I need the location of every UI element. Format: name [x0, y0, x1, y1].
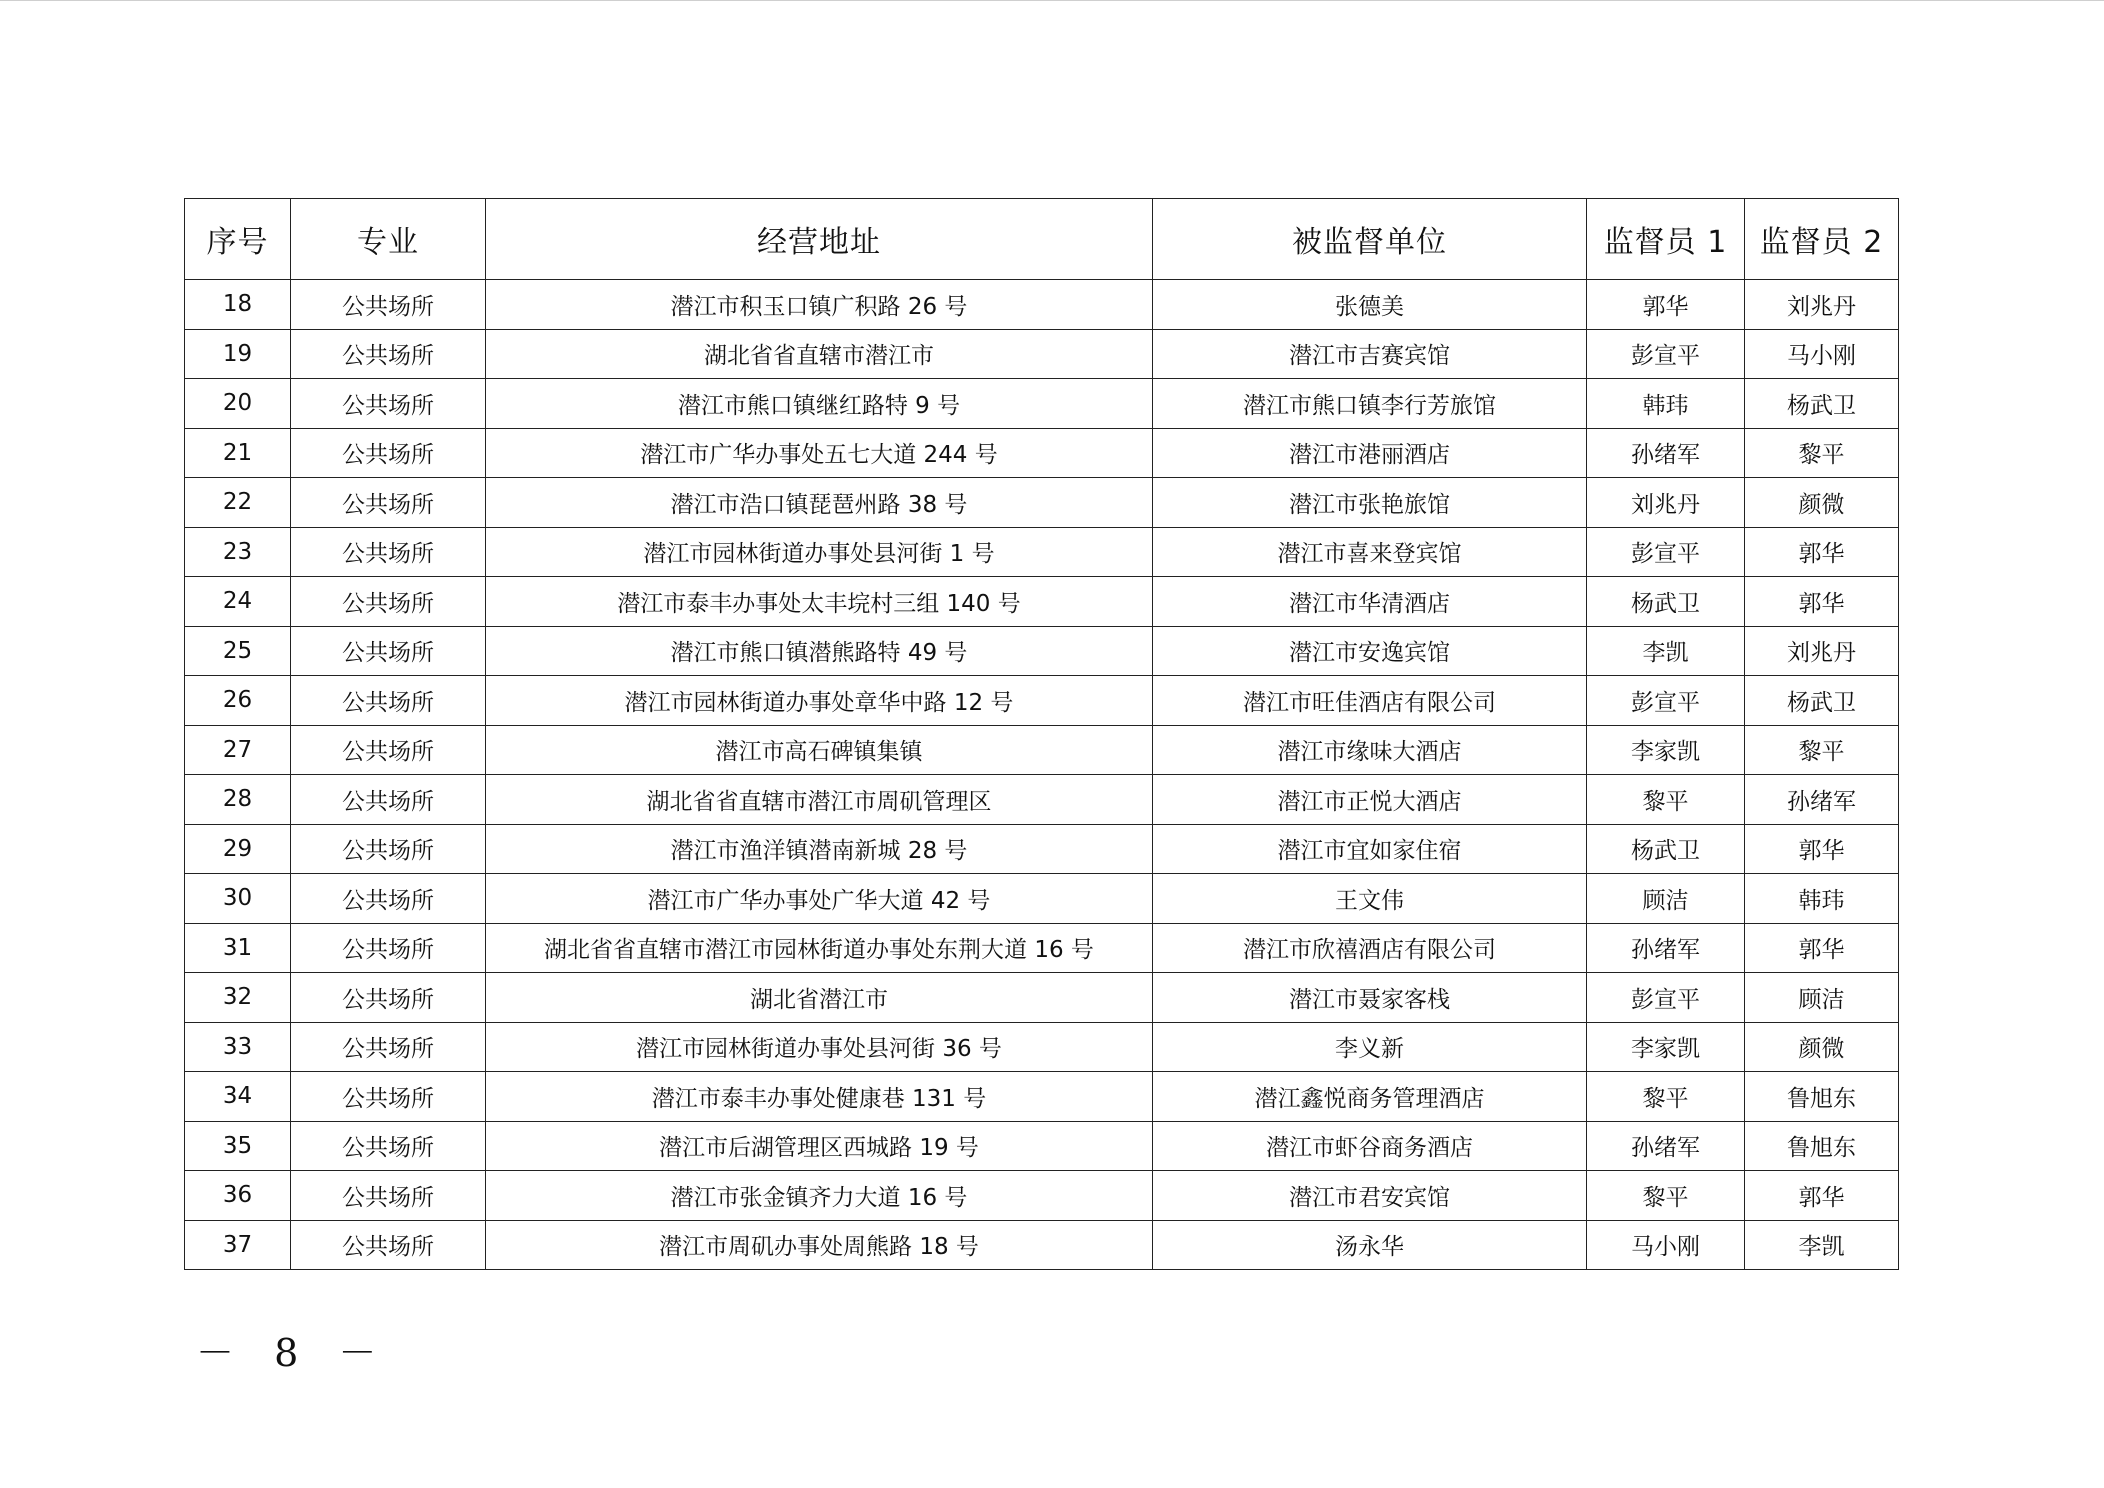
- cell-supervisor-1: 黎平: [1587, 1171, 1745, 1221]
- cell-business-address: 潜江市张金镇齐力大道 16 号: [486, 1171, 1153, 1221]
- cell-supervised-unit: 潜江市喜来登宾馆: [1153, 527, 1587, 577]
- cell-serial-number: 35: [185, 1121, 291, 1171]
- cell-business-address: 湖北省省直辖市潜江市园林街道办事处东荆大道 16 号: [486, 923, 1153, 973]
- cell-business-address: 潜江市周矶办事处周熊路 18 号: [486, 1220, 1153, 1270]
- cell-serial-number: 26: [185, 676, 291, 726]
- table-row: [185, 676, 1899, 726]
- cell-supervisor-2: 鲁旭东: [1745, 1121, 1899, 1171]
- table-row: [185, 1022, 1899, 1072]
- cell-supervised-unit: 潜江市宜如家住宿: [1153, 824, 1587, 874]
- cell-serial-number: 37: [185, 1220, 291, 1270]
- table-row: [185, 1171, 1899, 1221]
- cell-supervisor-2: 黎平: [1745, 725, 1899, 775]
- cell-supervised-unit: 潜江市缘味大酒店: [1153, 725, 1587, 775]
- cell-supervisor-2: 黎平: [1745, 428, 1899, 478]
- cell-specialty: 公共场所: [291, 725, 486, 775]
- cell-supervisor-2: 刘兆丹: [1745, 626, 1899, 676]
- cell-supervisor-1: 杨武卫: [1587, 824, 1745, 874]
- cell-specialty: 公共场所: [291, 626, 486, 676]
- cell-supervisor-1: 彭宣平: [1587, 676, 1745, 726]
- cell-supervisor-2: 孙绪军: [1745, 775, 1899, 825]
- cell-business-address: 潜江市浩口镇琵琶州路 38 号: [486, 478, 1153, 528]
- cell-serial-number: 36: [185, 1171, 291, 1221]
- cell-supervisor-2: 刘兆丹: [1745, 280, 1899, 330]
- cell-supervisor-2: 郭华: [1745, 923, 1899, 973]
- cell-serial-number: 25: [185, 626, 291, 676]
- cell-business-address: 潜江市熊口镇潜熊路特 49 号: [486, 626, 1153, 676]
- cell-supervisor-2: 韩玮: [1745, 874, 1899, 924]
- cell-specialty: 公共场所: [291, 1171, 486, 1221]
- cell-supervisor-1: 顾洁: [1587, 874, 1745, 924]
- cell-business-address: 潜江市泰丰办事处太丰垸村三组 140 号: [486, 577, 1153, 627]
- table-row: [185, 329, 1899, 379]
- cell-supervisor-1: 黎平: [1587, 1072, 1745, 1122]
- cell-specialty: 公共场所: [291, 874, 486, 924]
- cell-supervised-unit: 张德美: [1153, 280, 1587, 330]
- cell-business-address: 潜江市渔洋镇潜南新城 28 号: [486, 824, 1153, 874]
- cell-supervisor-1: 李家凯: [1587, 1022, 1745, 1072]
- cell-business-address: 湖北省省直辖市潜江市: [486, 329, 1153, 379]
- table-row: [185, 923, 1899, 973]
- cell-serial-number: 19: [185, 329, 291, 379]
- cell-specialty: 公共场所: [291, 676, 486, 726]
- cell-supervised-unit: 潜江市安逸宾馆: [1153, 626, 1587, 676]
- cell-serial-number: 22: [185, 478, 291, 528]
- cell-specialty: 公共场所: [291, 1220, 486, 1270]
- cell-supervisor-2: 颜微: [1745, 478, 1899, 528]
- cell-supervised-unit: 李义新: [1153, 1022, 1587, 1072]
- cell-business-address: 潜江市后湖管理区西城路 19 号: [486, 1121, 1153, 1171]
- cell-supervised-unit: 潜江市聂家客栈: [1153, 973, 1587, 1023]
- table-row: [185, 280, 1899, 330]
- cell-supervised-unit: 潜江市张艳旅馆: [1153, 478, 1587, 528]
- table-row: [185, 824, 1899, 874]
- top-border-line: [0, 0, 2104, 1]
- cell-serial-number: 29: [185, 824, 291, 874]
- cell-business-address: 潜江市园林街道办事处县河街 1 号: [486, 527, 1153, 577]
- header-serial-number: 序号: [185, 199, 291, 280]
- cell-supervisor-2: 颜微: [1745, 1022, 1899, 1072]
- table-row: [185, 428, 1899, 478]
- cell-supervised-unit: 潜江市港丽酒店: [1153, 428, 1587, 478]
- cell-specialty: 公共场所: [291, 824, 486, 874]
- cell-supervised-unit: 潜江市熊口镇李行芳旅馆: [1153, 379, 1587, 429]
- cell-supervised-unit: 潜江鑫悦商务管理酒店: [1153, 1072, 1587, 1122]
- cell-specialty: 公共场所: [291, 1072, 486, 1122]
- cell-supervisor-1: 彭宣平: [1587, 527, 1745, 577]
- cell-specialty: 公共场所: [291, 329, 486, 379]
- cell-supervisor-1: 孙绪军: [1587, 923, 1745, 973]
- cell-specialty: 公共场所: [291, 527, 486, 577]
- table-row: [185, 478, 1899, 528]
- table-row: [185, 577, 1899, 627]
- page-number: － 8 －: [196, 1331, 391, 1375]
- cell-supervisor-2: 李凯: [1745, 1220, 1899, 1270]
- cell-business-address: 潜江市熊口镇继红路特 9 号: [486, 379, 1153, 429]
- cell-supervisor-1: 李家凯: [1587, 725, 1745, 775]
- cell-serial-number: 23: [185, 527, 291, 577]
- cell-supervisor-1: 孙绪军: [1587, 428, 1745, 478]
- cell-serial-number: 31: [185, 923, 291, 973]
- cell-serial-number: 18: [185, 280, 291, 330]
- cell-supervisor-2: 郭华: [1745, 577, 1899, 627]
- table-row: [185, 626, 1899, 676]
- cell-supervisor-1: 韩玮: [1587, 379, 1745, 429]
- cell-specialty: 公共场所: [291, 478, 486, 528]
- table-row: [185, 379, 1899, 429]
- cell-supervisor-2: 杨武卫: [1745, 379, 1899, 429]
- cell-supervisor-1: 孙绪军: [1587, 1121, 1745, 1171]
- cell-specialty: 公共场所: [291, 1022, 486, 1072]
- cell-supervised-unit: 汤永华: [1153, 1220, 1587, 1270]
- cell-supervised-unit: 潜江市虾谷商务酒店: [1153, 1121, 1587, 1171]
- header-supervised-unit: 被监督单位: [1153, 199, 1587, 280]
- table-header-row: [185, 199, 1899, 280]
- cell-supervisor-1: 彭宣平: [1587, 973, 1745, 1023]
- table-row: [185, 775, 1899, 825]
- cell-supervised-unit: 潜江市旺佳酒店有限公司: [1153, 676, 1587, 726]
- cell-supervisor-1: 彭宣平: [1587, 329, 1745, 379]
- cell-supervised-unit: 潜江市吉赛宾馆: [1153, 329, 1587, 379]
- cell-supervised-unit: 潜江市正悦大酒店: [1153, 775, 1587, 825]
- cell-supervisor-1: 郭华: [1587, 280, 1745, 330]
- cell-serial-number: 30: [185, 874, 291, 924]
- cell-supervised-unit: 潜江市华清酒店: [1153, 577, 1587, 627]
- cell-supervisor-2: 郭华: [1745, 1171, 1899, 1221]
- cell-specialty: 公共场所: [291, 973, 486, 1023]
- header-specialty: 专业: [291, 199, 486, 280]
- cell-specialty: 公共场所: [291, 775, 486, 825]
- cell-supervisor-2: 鲁旭东: [1745, 1072, 1899, 1122]
- table-row: [185, 874, 1899, 924]
- cell-supervisor-2: 郭华: [1745, 527, 1899, 577]
- cell-supervisor-2: 郭华: [1745, 824, 1899, 874]
- cell-business-address: 潜江市园林街道办事处章华中路 12 号: [486, 676, 1153, 726]
- cell-business-address: 潜江市积玉口镇广积路 26 号: [486, 280, 1153, 330]
- cell-specialty: 公共场所: [291, 379, 486, 429]
- cell-specialty: 公共场所: [291, 280, 486, 330]
- header-supervisor-1: 监督员 1: [1587, 199, 1745, 280]
- cell-supervised-unit: 王文伟: [1153, 874, 1587, 924]
- header-supervisor-2: 监督员 2: [1745, 199, 1899, 280]
- cell-business-address: 潜江市高石碑镇集镇: [486, 725, 1153, 775]
- cell-supervisor-1: 刘兆丹: [1587, 478, 1745, 528]
- cell-specialty: 公共场所: [291, 923, 486, 973]
- cell-serial-number: 24: [185, 577, 291, 627]
- header-business-address: 经营地址: [486, 199, 1153, 280]
- cell-specialty: 公共场所: [291, 428, 486, 478]
- supervision-table: [184, 198, 1899, 1270]
- cell-serial-number: 34: [185, 1072, 291, 1122]
- cell-supervisor-2: 马小刚: [1745, 329, 1899, 379]
- cell-supervisor-1: 马小刚: [1587, 1220, 1745, 1270]
- table-body: [185, 280, 1899, 1270]
- cell-business-address: 湖北省省直辖市潜江市周矶管理区: [486, 775, 1153, 825]
- cell-business-address: 潜江市园林街道办事处县河街 36 号: [486, 1022, 1153, 1072]
- cell-specialty: 公共场所: [291, 1121, 486, 1171]
- cell-serial-number: 33: [185, 1022, 291, 1072]
- table-row: [185, 1121, 1899, 1171]
- cell-supervisor-1: 黎平: [1587, 775, 1745, 825]
- cell-serial-number: 21: [185, 428, 291, 478]
- cell-serial-number: 20: [185, 379, 291, 429]
- table-row: [185, 1072, 1899, 1122]
- cell-specialty: 公共场所: [291, 577, 486, 627]
- table-row: [185, 973, 1899, 1023]
- table-row: [185, 725, 1899, 775]
- cell-supervisor-1: 杨武卫: [1587, 577, 1745, 627]
- cell-supervised-unit: 潜江市欣禧酒店有限公司: [1153, 923, 1587, 973]
- table-row: [185, 1220, 1899, 1270]
- cell-supervisor-1: 李凯: [1587, 626, 1745, 676]
- cell-serial-number: 28: [185, 775, 291, 825]
- cell-supervisor-2: 顾洁: [1745, 973, 1899, 1023]
- cell-supervisor-2: 杨武卫: [1745, 676, 1899, 726]
- cell-business-address: 潜江市广华办事处五七大道 244 号: [486, 428, 1153, 478]
- cell-business-address: 湖北省潜江市: [486, 973, 1153, 1023]
- cell-supervised-unit: 潜江市君安宾馆: [1153, 1171, 1587, 1221]
- cell-serial-number: 27: [185, 725, 291, 775]
- cell-business-address: 潜江市泰丰办事处健康巷 131 号: [486, 1072, 1153, 1122]
- cell-business-address: 潜江市广华办事处广华大道 42 号: [486, 874, 1153, 924]
- table-row: [185, 527, 1899, 577]
- cell-serial-number: 32: [185, 973, 291, 1023]
